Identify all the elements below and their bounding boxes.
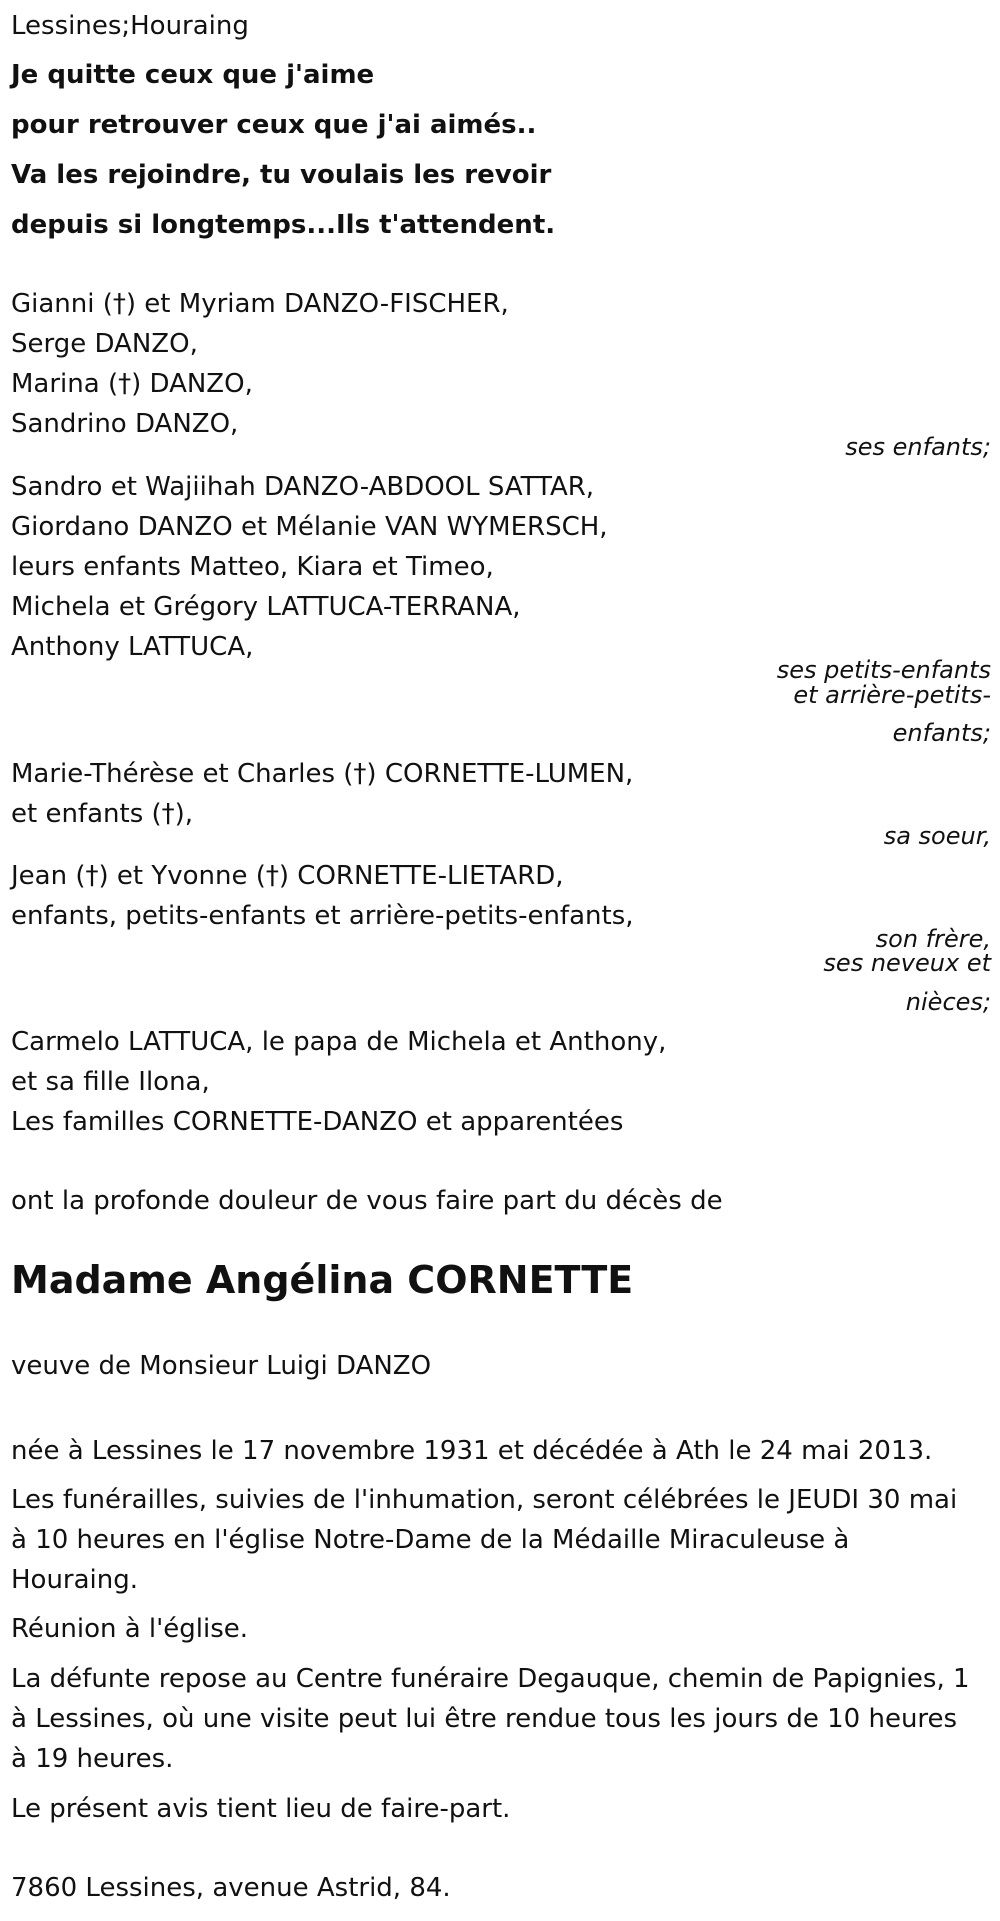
family-line: Marie-Thérèse et Charles (†) CORNETTE-LUMEN, bbox=[11, 759, 634, 789]
rest-line: La défunte repose au Centre funéraire Degauque, chemin de Papignies, 1 bbox=[11, 1664, 970, 1694]
address-text: 7860 Lessines, avenue Astrid, 84. bbox=[11, 1873, 451, 1903]
family-line: Marina (†) DANZO, bbox=[11, 369, 253, 399]
funeral-line: Houraing. bbox=[11, 1565, 139, 1595]
birth-death-text: née à Lessines le 17 novembre 1931 et décédée à Ath le 24 mai 2013. bbox=[11, 1436, 933, 1466]
family-line: Serge DANZO, bbox=[11, 329, 198, 359]
family-line: Giordano DANZO et Mélanie VAN WYMERSCH, bbox=[11, 512, 608, 542]
relation-label: son frère, bbox=[875, 925, 991, 953]
relation-label: ses enfants; bbox=[845, 433, 991, 461]
rest-line: à Lessines, où une visite peut lui être rendue tous les jours de 10 heures bbox=[11, 1704, 958, 1734]
family-line: Sandro et Wajiihah DANZO-ABDOOL SATTAR, bbox=[11, 472, 595, 502]
relation-label: nièces; bbox=[905, 988, 991, 1016]
family-line: Jean (†) et Yvonne (†) CORNETTE-LIETARD, bbox=[11, 861, 564, 891]
family-line: et sa fille Ilona, bbox=[11, 1067, 210, 1097]
poem-line: pour retrouver ceux que j'ai aimés.. bbox=[11, 110, 537, 140]
deceased-name: Madame Angélina CORNETTE bbox=[11, 1258, 634, 1302]
relation-label: ses petits-enfants bbox=[776, 656, 991, 684]
family-line: et enfants (†), bbox=[11, 799, 194, 829]
relation-label: enfants; bbox=[892, 719, 991, 747]
funeral-line: à 10 heures en l'église Notre-Dame de la Médaille Miraculeuse à bbox=[11, 1525, 850, 1555]
family-line: Carmelo LATTUCA, le papa de Michela et Anthony, bbox=[11, 1027, 667, 1057]
family-line: Anthony LATTUCA, bbox=[11, 632, 254, 662]
funeral-line: Les funérailles, suivies de l'inhumation, seront célébrées le JEUDI 30 mai bbox=[11, 1485, 958, 1515]
poem-line: Va les rejoindre, tu voulais les revoir bbox=[11, 160, 552, 190]
relation-label: ses neveux et bbox=[823, 949, 991, 977]
family-line: Michela et Grégory LATTUCA-TERRANA, bbox=[11, 592, 521, 622]
family-line: Gianni (†) et Myriam DANZO-FISCHER, bbox=[11, 289, 509, 319]
family-line: Sandrino DANZO, bbox=[11, 409, 239, 439]
meeting-text: Réunion à l'église. bbox=[11, 1614, 249, 1644]
family-line: enfants, petits-enfants et arrière-petits-enfants, bbox=[11, 901, 634, 931]
notice-text: Le présent avis tient lieu de faire-part. bbox=[11, 1794, 511, 1824]
relation-label: et arrière-petits- bbox=[793, 681, 991, 709]
poem-line: Je quitte ceux que j'aime bbox=[11, 60, 375, 90]
rest-line: à 19 heures. bbox=[11, 1744, 174, 1774]
relation-label: sa soeur, bbox=[883, 822, 991, 850]
widow-text: veuve de Monsieur Luigi DANZO bbox=[11, 1351, 432, 1381]
location-text: Lessines;Houraing bbox=[11, 11, 249, 41]
family-line: Les familles CORNETTE-DANZO et apparentées bbox=[11, 1107, 624, 1137]
announcement-text: ont la profonde douleur de vous faire part du décès de bbox=[11, 1186, 723, 1216]
poem-line: depuis si longtemps...Ils t'attendent. bbox=[11, 210, 556, 240]
family-line: leurs enfants Matteo, Kiara et Timeo, bbox=[11, 552, 494, 582]
